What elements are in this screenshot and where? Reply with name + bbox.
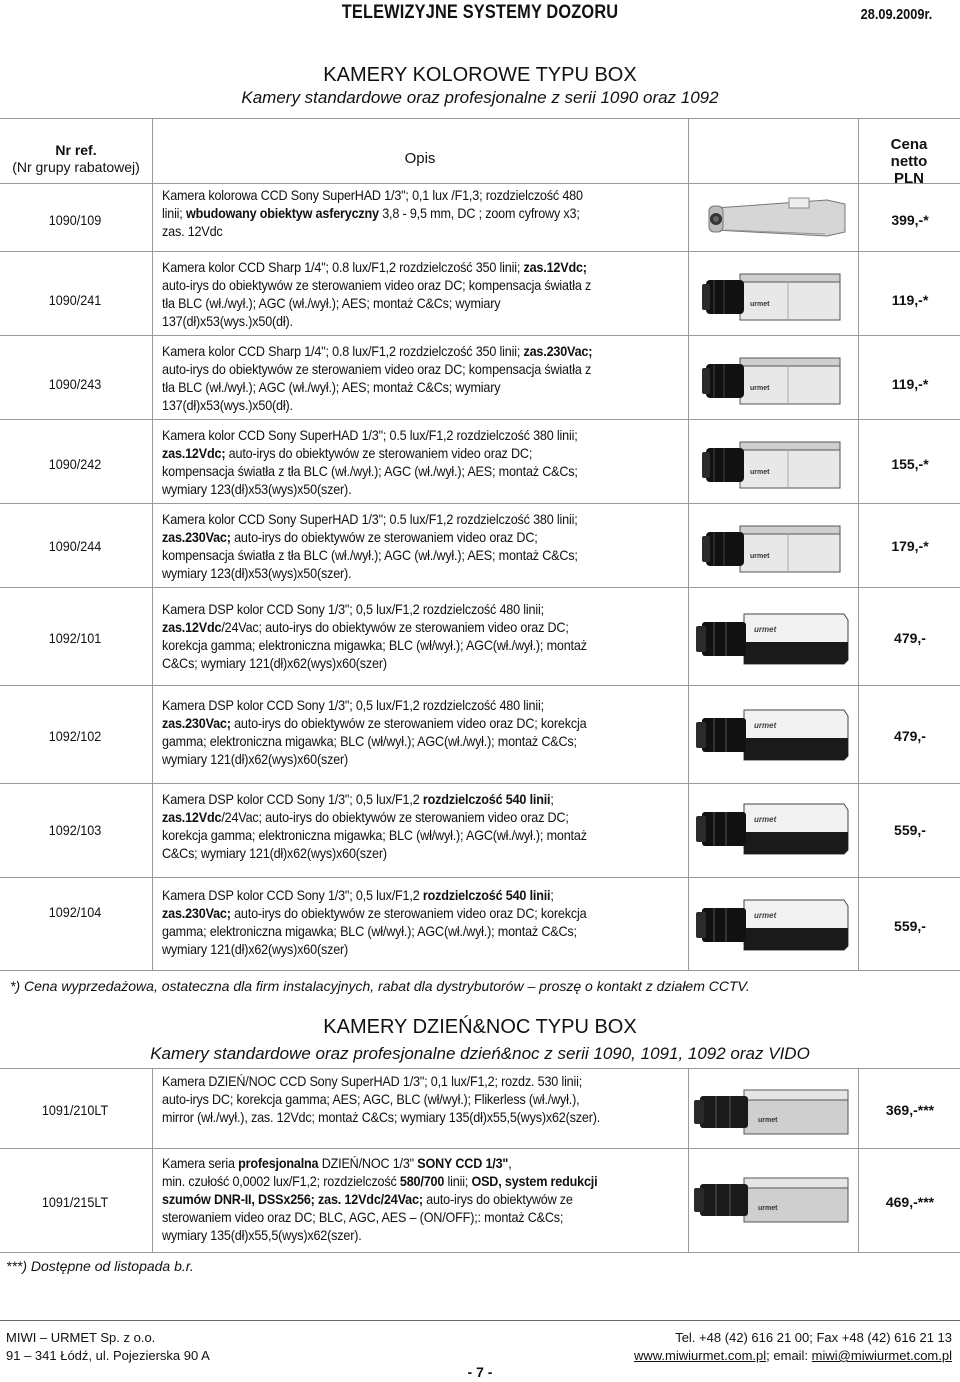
kolor-camera-image-7 xyxy=(694,798,854,865)
kolor-price-4: 179,-* xyxy=(891,538,929,554)
camera-illustration xyxy=(694,1168,854,1234)
table2-col-divider-3 xyxy=(858,1068,859,1252)
footer-rule xyxy=(0,1320,960,1321)
camera-illustration xyxy=(694,1080,854,1146)
description-line: Kamera DSP kolor CCD Sony 1/3"; 0,5 lux/F1,2 rozdzielczość 540 linii; xyxy=(162,791,554,807)
kolor-price-5: 479,- xyxy=(894,630,926,646)
description-line: Kamera kolor CCD Sony SuperHAD 1/3"; 0.5 lux/F1,2 rozdzielczość 380 linii; xyxy=(162,427,578,443)
dziennoc-description-1 xyxy=(162,1154,682,1244)
description-line: C&Cs; wymiary 121(dł)x62(wys)x60(szer) xyxy=(162,655,387,671)
description-line: tła BLC (wł./wył.); AGC (wł./wył.); AES; montaż C&Cs; wymiary xyxy=(162,295,501,311)
kolor-description-7 xyxy=(162,790,682,862)
table-col-divider-3 xyxy=(858,118,859,970)
page-header-date: 28.09.2009r. xyxy=(860,6,932,23)
kolor-ref-1: 1090/241 xyxy=(48,292,102,308)
header-rule xyxy=(0,183,960,184)
table-col-divider-1 xyxy=(152,118,153,970)
description-line: Kamera kolor CCD Sharp 1/4"; 0.8 lux/F1,2 rozdzielczość 350 linii; zas.230Vac; xyxy=(162,343,593,359)
kolor-row-rule xyxy=(0,783,960,784)
description-line: Kamera kolor CCD Sony SuperHAD 1/3"; 0.5 lux/F1,2 rozdzielczość 380 linii; xyxy=(162,511,578,527)
description-line: Kamera DSP kolor CCD Sony 1/3"; 0,5 lux/F1,2 rozdzielczość 540 linii; xyxy=(162,887,554,903)
section2-title: KAMERY DZIEŃ&NOC TYPU BOX xyxy=(323,1016,637,1038)
kolor-row-rule xyxy=(0,685,960,686)
kolor-ref-7: 1092/103 xyxy=(48,822,102,838)
dziennoc-price-1: 469,-*** xyxy=(885,1194,935,1210)
description-line: auto-irys do obiektywów ze sterowaniem video oraz DC; kompensacja światła z xyxy=(162,361,592,377)
description-line: 137(dł)x53(wys.)x50(dł). xyxy=(162,397,293,413)
footer-email-link[interactable]: miwi@miwiurmet.com.pl xyxy=(811,1348,952,1363)
description-line: zas.230Vac; auto-irys do obiektywów ze sterowaniem video oraz DC; korekcja xyxy=(162,905,587,921)
kolor-row-rule xyxy=(0,251,960,252)
svg-text:urmet: urmet xyxy=(754,911,777,920)
camera-illustration xyxy=(694,704,854,766)
description-line: zas.12Vdc/24Vac; auto-irys do obiektywów ze sterowaniem video oraz DC; xyxy=(162,809,569,825)
description-line: min. czułość 0,0002 lux/F1,2; rozdzielczość 580/700 linii; OSD, system redukcji xyxy=(162,1173,598,1189)
kolor-camera-image-8 xyxy=(694,894,854,961)
description-line: korekcja gamma; elektroniczna migawka; BLC (wł/wył.); AGC(wł./wył.); montaż xyxy=(162,637,587,653)
description-line: mirror (wł./wył.), zas. 12Vdc; montaż C&Cs; wymiary 135(dł)x55,5(wys)x62(szer). xyxy=(162,1109,601,1125)
kolor-camera-image-0 xyxy=(705,186,855,253)
kolor-camera-image-5 xyxy=(694,608,854,675)
description-line: tła BLC (wł./wył.); AGC (wł./wył.); AES; montaż C&Cs; wymiary xyxy=(162,379,501,395)
dziennoc-row-rule xyxy=(0,1148,960,1149)
dziennoc-ref-1: 1091/215LT xyxy=(41,1194,109,1210)
description-line: kompensacja światła z tła BLC (wł./wył.); AGC (wł./wył.); AES; montaż C&Cs; xyxy=(162,547,578,563)
col-header-price-line3: PLN xyxy=(894,170,924,187)
kolor-description-8 xyxy=(162,886,682,958)
description-line: C&Cs; wymiary 121(dł)x62(wys)x60(szer) xyxy=(162,845,387,861)
footer-web-link[interactable]: www.miwiurmet.com.pl xyxy=(633,1348,767,1363)
table-top-rule xyxy=(0,118,960,119)
description-line: Kamera DSP kolor CCD Sony 1/3"; 0,5 lux/F1,2 rozdzielczość 480 linii; xyxy=(162,697,544,713)
description-line: gamma; elektroniczna migawka; BLC (wł/wył.); AGC(wł./wył.); montaż C&Cs; xyxy=(162,733,577,749)
kolor-price-6: 479,- xyxy=(894,728,926,744)
svg-text:urmet: urmet xyxy=(750,301,770,308)
footer-page-number: - 7 - xyxy=(467,1364,493,1380)
col-header-ref-line1: Nr ref. xyxy=(55,142,97,158)
col-header-desc: Opis xyxy=(404,150,436,167)
col-header-price xyxy=(858,136,960,187)
col-header-ref-line2: (Nr grupy rabatowej) xyxy=(12,159,140,175)
camera-illustration xyxy=(694,608,854,670)
kolor-description-4 xyxy=(162,510,682,582)
description-line: gamma; elektroniczna migawka; BLC (wł/wył.); AGC(wł./wył.); montaż C&Cs; xyxy=(162,923,577,939)
description-line: Kamera kolorowa CCD Sony SuperHAD 1/3"; 0,1 lux /F1,3; rozdzielczość 480 xyxy=(162,187,583,203)
svg-text:urmet: urmet xyxy=(758,1117,778,1124)
col-header-price-line1: Cena xyxy=(890,136,928,153)
camera-illustration xyxy=(700,346,850,416)
description-line: zas.230Vac; auto-irys do obiektywów ze sterowaniem video oraz DC; xyxy=(162,529,538,545)
kolor-row-rule xyxy=(0,335,960,336)
svg-text:urmet: urmet xyxy=(750,469,770,476)
kolor-price-3: 155,-* xyxy=(891,456,929,472)
camera-illustration xyxy=(700,262,850,332)
kolor-row-rule xyxy=(0,419,960,420)
description-line: zas.12Vdc/24Vac; auto-irys do obiektywów ze sterowaniem video oraz DC; xyxy=(162,619,569,635)
description-line: Kamera DZIEŃ/NOC CCD Sony SuperHAD 1/3"; 0,1 lux/F1,2; rozdz. 530 linii; xyxy=(162,1073,583,1089)
description-line: zas.230Vac; auto-irys do obiektywów ze sterowaniem video oraz DC; korekcja xyxy=(162,715,587,731)
svg-text:urmet: urmet xyxy=(754,815,777,824)
kolor-price-8: 559,- xyxy=(894,918,926,934)
camera-illustration xyxy=(694,798,854,860)
dziennoc-camera-image-1 xyxy=(694,1168,854,1239)
kolor-description-3 xyxy=(162,426,682,498)
description-line: zas. 12Vdc xyxy=(162,223,223,239)
table2-top-rule xyxy=(0,1068,960,1069)
footer-phone: Tel. +48 (42) 616 21 00; Fax +48 (42) 616 21 13 xyxy=(675,1330,952,1345)
dziennoc-ref-0: 1091/210LT xyxy=(41,1102,109,1118)
kolor-camera-image-2 xyxy=(700,346,850,421)
footer-contact xyxy=(634,1348,952,1363)
kolor-description-1 xyxy=(162,258,682,330)
kolor-camera-image-4 xyxy=(700,514,850,589)
svg-text:urmet: urmet xyxy=(750,553,770,560)
kolor-ref-4: 1090/244 xyxy=(48,538,102,554)
kolor-price-7: 559,- xyxy=(894,822,926,838)
description-line: szumów DNR-II, DSSx256; zas. 12Vdc/24Vac; auto-irys do obiektywów ze xyxy=(162,1191,573,1207)
kolor-ref-8: 1092/104 xyxy=(48,904,102,920)
kolor-description-6 xyxy=(162,696,682,768)
page-header-title: TELEWIZYJNE SYSTEMY DOZORU xyxy=(341,2,619,23)
col-header-ref xyxy=(0,142,152,176)
description-line: Kamera kolor CCD Sharp 1/4"; 0.8 lux/F1,2 rozdzielczość 350 linii; zas.12Vdc; xyxy=(162,259,587,275)
section2-note: ***) Dostępne od listopada b.r. xyxy=(6,1258,194,1274)
kolor-description-0 xyxy=(162,186,682,240)
kolor-camera-image-3 xyxy=(700,430,850,505)
table2-col-divider-1 xyxy=(152,1068,153,1252)
description-line: 137(dł)x53(wys.)x50(dł). xyxy=(162,313,293,329)
svg-text:urmet: urmet xyxy=(758,1205,778,1212)
description-line: Kamera DSP kolor CCD Sony 1/3"; 0,5 lux/F1,2 rozdzielczość 480 linii; xyxy=(162,601,544,617)
kolor-ref-0: 1090/109 xyxy=(48,212,102,228)
footer-company: MIWI – URMET Sp. z o.o. xyxy=(6,1330,156,1345)
kolor-camera-image-6 xyxy=(694,704,854,771)
description-line: Kamera seria profesjonalna DZIEŃ/NOC 1/3" SONY CCD 1/3", xyxy=(162,1155,512,1171)
kolor-row-rule xyxy=(0,877,960,878)
dziennoc-camera-image-0 xyxy=(694,1080,854,1151)
section1-title: KAMERY KOLOROWE TYPU BOX xyxy=(323,64,637,86)
kolor-ref-5: 1092/101 xyxy=(48,630,102,646)
kolor-ref-2: 1090/243 xyxy=(48,376,102,392)
kolor-description-2 xyxy=(162,342,682,414)
dziennoc-description-0 xyxy=(162,1072,682,1126)
table-col-divider-2 xyxy=(688,118,689,970)
kolor-row-rule xyxy=(0,587,960,588)
description-line: linii; wbudowany obiektyw asferyczny 3,8 - 9,5 mm, DC ; zoom cyfrowy x3; xyxy=(162,205,580,221)
kolor-ref-3: 1090/242 xyxy=(48,456,102,472)
description-line: wymiary 121(dł)x62(wys)x60(szer) xyxy=(162,751,349,767)
section2-subtitle: Kamery standardowe oraz profesjonalne dzień&noc z serii 1090, 1091, 1092 oraz VIDO xyxy=(150,1044,810,1063)
description-line: wymiary 121(dł)x62(wys)x60(szer) xyxy=(162,941,349,957)
description-line: zas.12Vdc; auto-irys do obiektywów ze sterowaniem video oraz DC; xyxy=(162,445,533,461)
section1-subtitle: Kamery standardowe oraz profesjonalne z serii 1090 oraz 1092 xyxy=(241,88,719,107)
kolor-price-0: 399,-* xyxy=(891,212,929,228)
kolor-camera-image-1 xyxy=(700,262,850,337)
dziennoc-price-0: 369,-*** xyxy=(885,1102,935,1118)
svg-text:urmet: urmet xyxy=(750,385,770,392)
table2-bottom-rule xyxy=(0,1252,960,1253)
svg-text:urmet: urmet xyxy=(754,625,777,634)
footer-address: 91 – 341 Łódź, ul. Pojezierska 90 A xyxy=(6,1348,210,1363)
camera-illustration xyxy=(694,894,854,956)
description-line: auto-irys do obiektywów ze sterowaniem video oraz DC; kompensacja światła z xyxy=(162,277,592,293)
kolor-ref-6: 1092/102 xyxy=(48,728,102,744)
table-bottom-rule xyxy=(0,970,960,971)
description-line: sterowaniem video oraz DC; BLC, AGC, AES – (ON/OFF);: montaż C&Cs; xyxy=(162,1209,564,1225)
description-line: kompensacja światła z tła BLC (wł./wył.); AGC (wł./wył.); AES; montaż C&Cs; xyxy=(162,463,578,479)
description-line: auto-irys DC; korekcja gamma; AES; AGC, BLC (wł/wył.); Flikerless (wł./wył.), xyxy=(162,1091,580,1107)
camera-illustration xyxy=(705,186,855,248)
kolor-description-5 xyxy=(162,600,682,672)
table2-col-divider-2 xyxy=(688,1068,689,1252)
footer-email-label: ; email: xyxy=(766,1348,812,1363)
camera-illustration xyxy=(700,430,850,500)
kolor-row-rule xyxy=(0,503,960,504)
kolor-price-1: 119,-* xyxy=(891,292,929,308)
section1-note: *) Cena wyprzedażowa, ostateczna dla firm instalacyjnych, rabat dla dystrybutorów – proszę o kontakt z działem CCTV. xyxy=(10,978,750,994)
camera-illustration xyxy=(700,514,850,584)
description-line: wymiary 135(dł)x55,5(wys)x62(szer). xyxy=(162,1227,362,1243)
svg-text:urmet: urmet xyxy=(754,721,777,730)
description-line: korekcja gamma; elektroniczna migawka; BLC (wł/wył.); AGC(wł./wył.); montaż xyxy=(162,827,587,843)
description-line: wymiary 123(dł)x53(wys)x50(szer). xyxy=(162,565,352,581)
kolor-price-2: 119,-* xyxy=(891,376,929,392)
description-line: wymiary 123(dł)x53(wys)x50(szer). xyxy=(162,481,352,497)
col-header-price-line2: netto xyxy=(890,153,928,170)
